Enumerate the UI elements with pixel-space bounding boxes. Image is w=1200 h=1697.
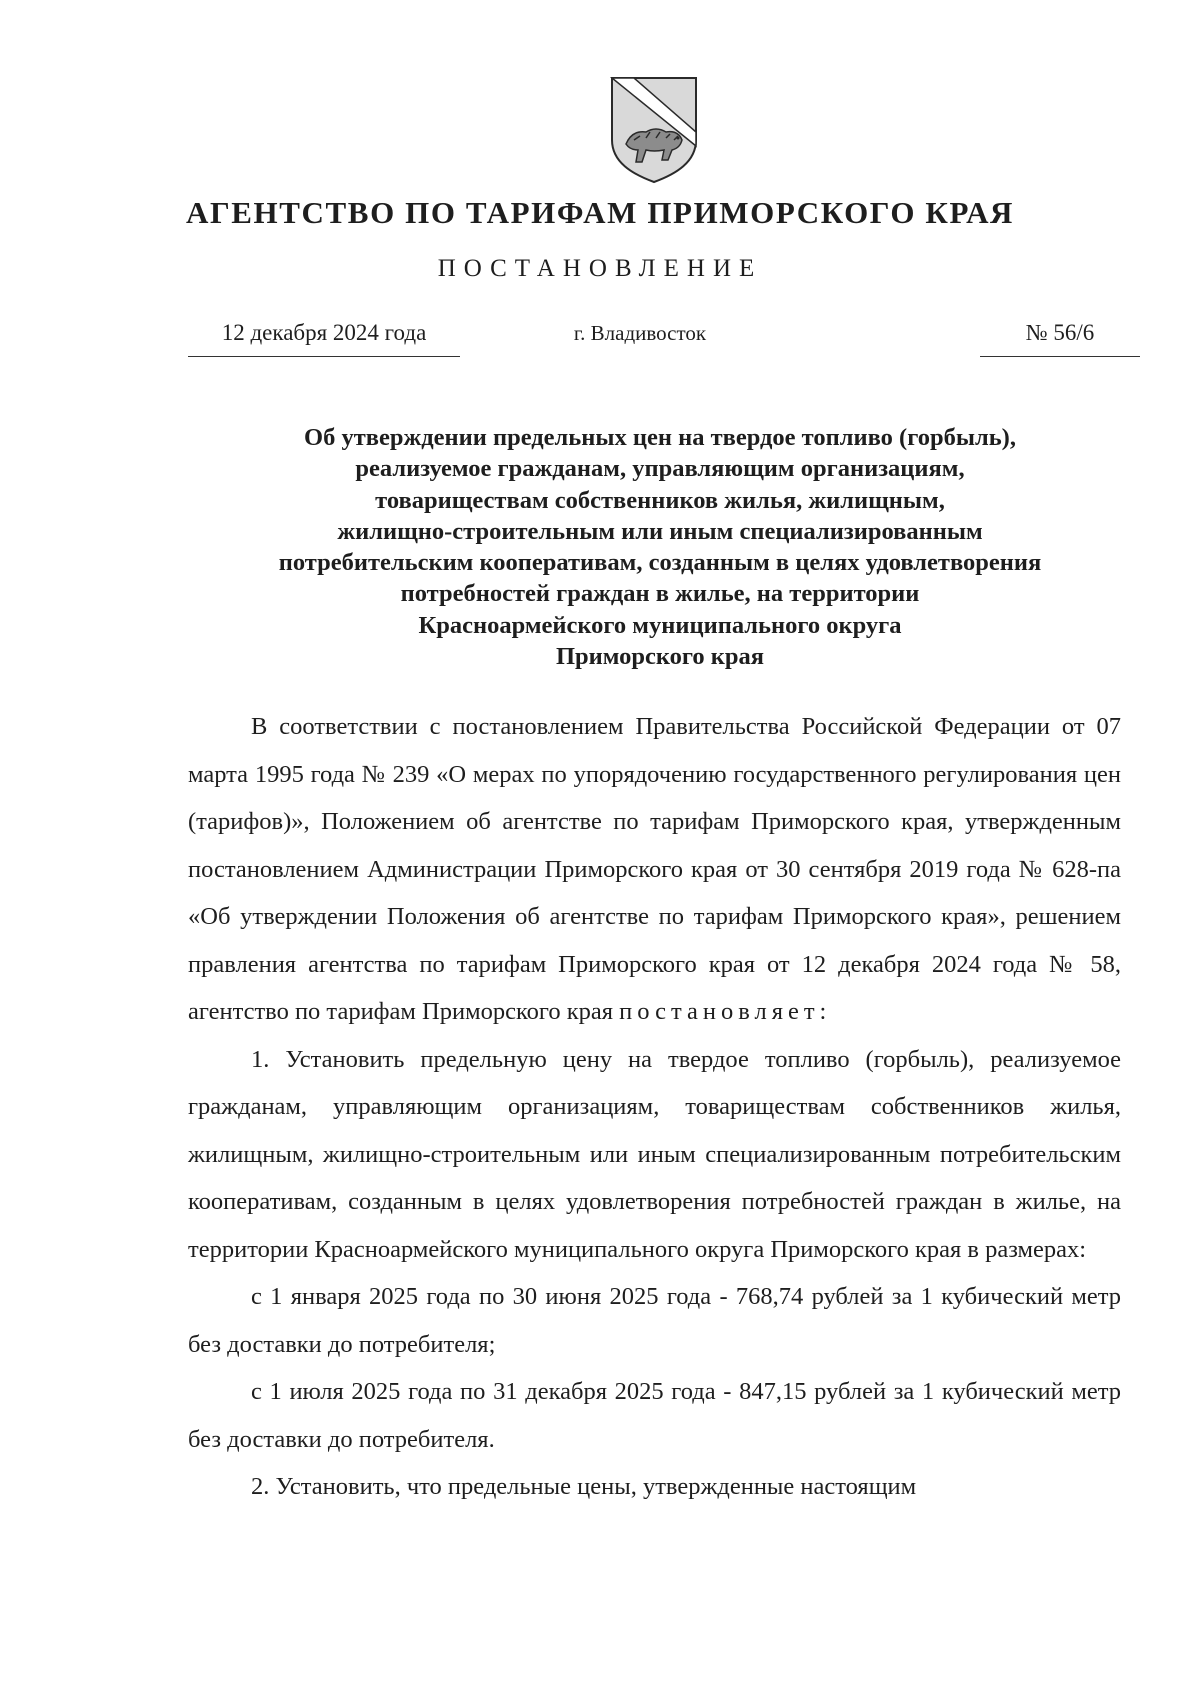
heading-line: Приморского края xyxy=(555,643,765,671)
heading-line: жилищно-строительным или иным специализированным xyxy=(337,517,983,545)
coat-of-arms-emblem xyxy=(606,74,702,186)
document-number: № 56/6 xyxy=(980,318,1140,357)
document-heading xyxy=(190,422,1130,672)
heading-line: потребностей граждан в жилье, на территории xyxy=(400,580,920,608)
heading-line: товариществам собственников жилья, жилищным, xyxy=(375,486,945,514)
document-body xyxy=(188,703,1121,1511)
decree-word: постановляет: xyxy=(619,998,832,1025)
heading-line: Красноармейского муниципального округа xyxy=(418,611,902,639)
price-period-1-paragraph: с 1 января 2025 года по 30 июня 2025 года - 768,74 рублей за 1 кубический метр без доставки до потребителя; xyxy=(188,1283,1121,1358)
agency-title: АГЕНТСТВО ПО ТАРИФАМ ПРИМОРСКОГО КРАЯ xyxy=(185,195,1015,230)
item-2-paragraph: 2. Установить, что предельные цены, утвержденные настоящим xyxy=(251,1473,917,1500)
document-city: г. Владивосток xyxy=(573,321,707,345)
heading-line: потребительским кооперативам, созданным в целях удовлетворения xyxy=(278,549,1042,577)
item-1-paragraph: 1. Установить предельную цену на твердое топливо (горбыль), реализуемое гражданам, управляющим организациям, товариществам собственников жилья, жилищным, жилищно-строительным или иным специализированным потребительским кооперативам, созданным в целях удовлетворения потребностей граждан в жилье, на территории Красноармейского муниципального округа Приморского края в размерах: xyxy=(188,1045,1121,1263)
heading-line: реализуемое гражданам, управляющим организациям, xyxy=(355,455,965,483)
document-type: ПОСТАНОВЛЕНИЕ xyxy=(437,255,763,282)
price-period-2-paragraph: с 1 июля 2025 года по 31 декабря 2025 года - 847,15 рублей за 1 кубический метр без доставки до потребителя. xyxy=(188,1378,1121,1453)
preamble-paragraph xyxy=(188,703,1121,1036)
document-date: 12 декабря 2024 года xyxy=(188,318,460,357)
heading-line: Об утверждении предельных цен на твердое топливо (горбыль), xyxy=(304,424,1016,451)
preamble-text: В соответствии с постановлением Правительства Российской Федерации от 07 марта 1995 года № 239 «О мерах по упорядочению государственного регулирования цен (тарифов)», Положением об агентстве по тарифам Приморского края, утвержденным постановлением Администрации Приморского края от 30 сентября 2019 года № 628-па «Об утверждении Положения об агентстве по тарифам Приморского края», решением правления агентства по тарифам Приморского края от 12 декабря 2024 года № 58, агентство по тарифам Приморского края xyxy=(188,713,1121,1025)
coat-of-arms-icon xyxy=(606,74,702,186)
